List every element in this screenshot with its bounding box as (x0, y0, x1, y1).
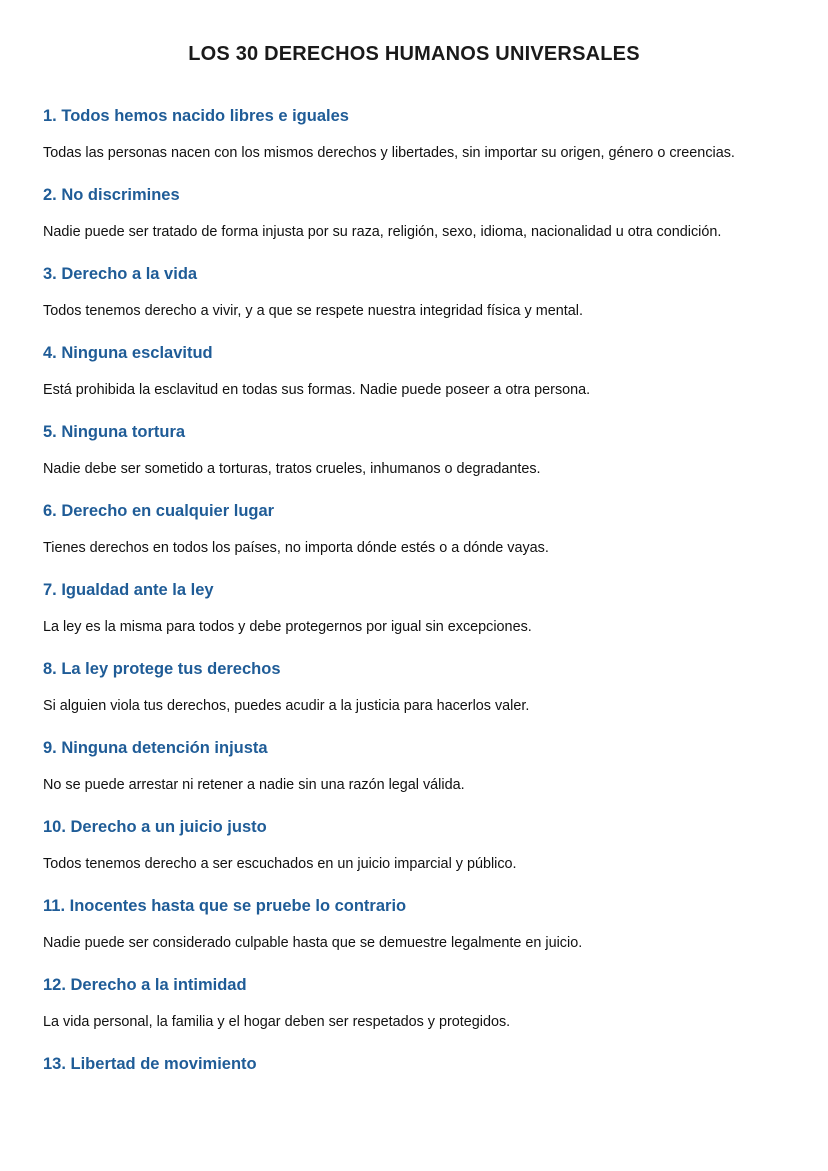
right-heading: 4. Ninguna esclavitud (43, 344, 213, 362)
right-item-3 (43, 262, 803, 341)
right-heading: 5. Ninguna tortura (43, 423, 186, 441)
right-item-11 (43, 894, 803, 973)
right-heading: 8. La ley protege tus derechos (43, 660, 281, 678)
right-item-5 (43, 420, 803, 499)
right-item-2 (43, 183, 803, 262)
right-heading: 2. No discrimines (43, 186, 180, 204)
right-item-6 (43, 499, 803, 578)
right-item-4 (43, 341, 803, 420)
right-item-1 (43, 104, 803, 183)
right-description: Todas las personas nacen con los mismos derechos y libertades, sin importar su origen, género o creencias. (43, 145, 735, 161)
right-item-8 (43, 657, 803, 736)
right-item-12 (43, 973, 803, 1052)
right-heading: 9. Ninguna detención injusta (43, 739, 268, 757)
right-description: Está prohibida la esclavitud en todas sus formas. Nadie puede poseer a otra persona. (43, 382, 591, 398)
right-description: Todos tenemos derecho a ser escuchados en un juicio imparcial y público. (43, 856, 517, 872)
right-description: Nadie debe ser sometido a torturas, tratos crueles, inhumanos o degradantes. (43, 461, 541, 477)
right-heading: 6. Derecho en cualquier lugar (43, 502, 275, 520)
right-item-9 (43, 736, 803, 815)
right-description: No se puede arrestar ni retener a nadie sin una razón legal válida. (43, 777, 465, 793)
right-description: Nadie puede ser tratado de forma injusta por su raza, religión, sexo, idioma, nacionalidad u otra condición. (43, 224, 722, 240)
right-heading: 13. Libertad de movimiento (43, 1055, 257, 1073)
right-item-7 (43, 578, 803, 657)
right-description: Todos tenemos derecho a vivir, y a que se respete nuestra integridad física y mental. (43, 303, 583, 319)
right-heading: 11. Inocentes hasta que se pruebe lo contrario (43, 897, 407, 915)
right-description: La vida personal, la familia y el hogar deben ser respetados y protegidos. (43, 1014, 511, 1030)
right-description: La ley es la misma para todos y debe protegernos por igual sin excepciones. (43, 619, 532, 635)
right-item-10 (43, 815, 803, 894)
right-heading: 10. Derecho a un juicio justo (43, 818, 267, 836)
right-heading: 7. Igualdad ante la ley (43, 581, 214, 599)
right-heading: 12. Derecho a la intimidad (43, 976, 247, 994)
right-description: Si alguien viola tus derechos, puedes acudir a la justicia para hacerlos valer. (43, 698, 530, 714)
right-description: Tienes derechos en todos los países, no importa dónde estés o a dónde vayas. (43, 540, 549, 556)
rights-list (43, 104, 803, 1131)
right-item-13 (43, 1052, 803, 1131)
right-description: Nadie puede ser considerado culpable hasta que se demuestre legalmente en juicio. (43, 935, 583, 951)
right-heading: 1. Todos hemos nacido libres e iguales (43, 107, 349, 125)
document-title: LOS 30 DERECHOS HUMANOS UNIVERSALES (188, 43, 640, 65)
right-heading: 3. Derecho a la vida (43, 265, 198, 283)
